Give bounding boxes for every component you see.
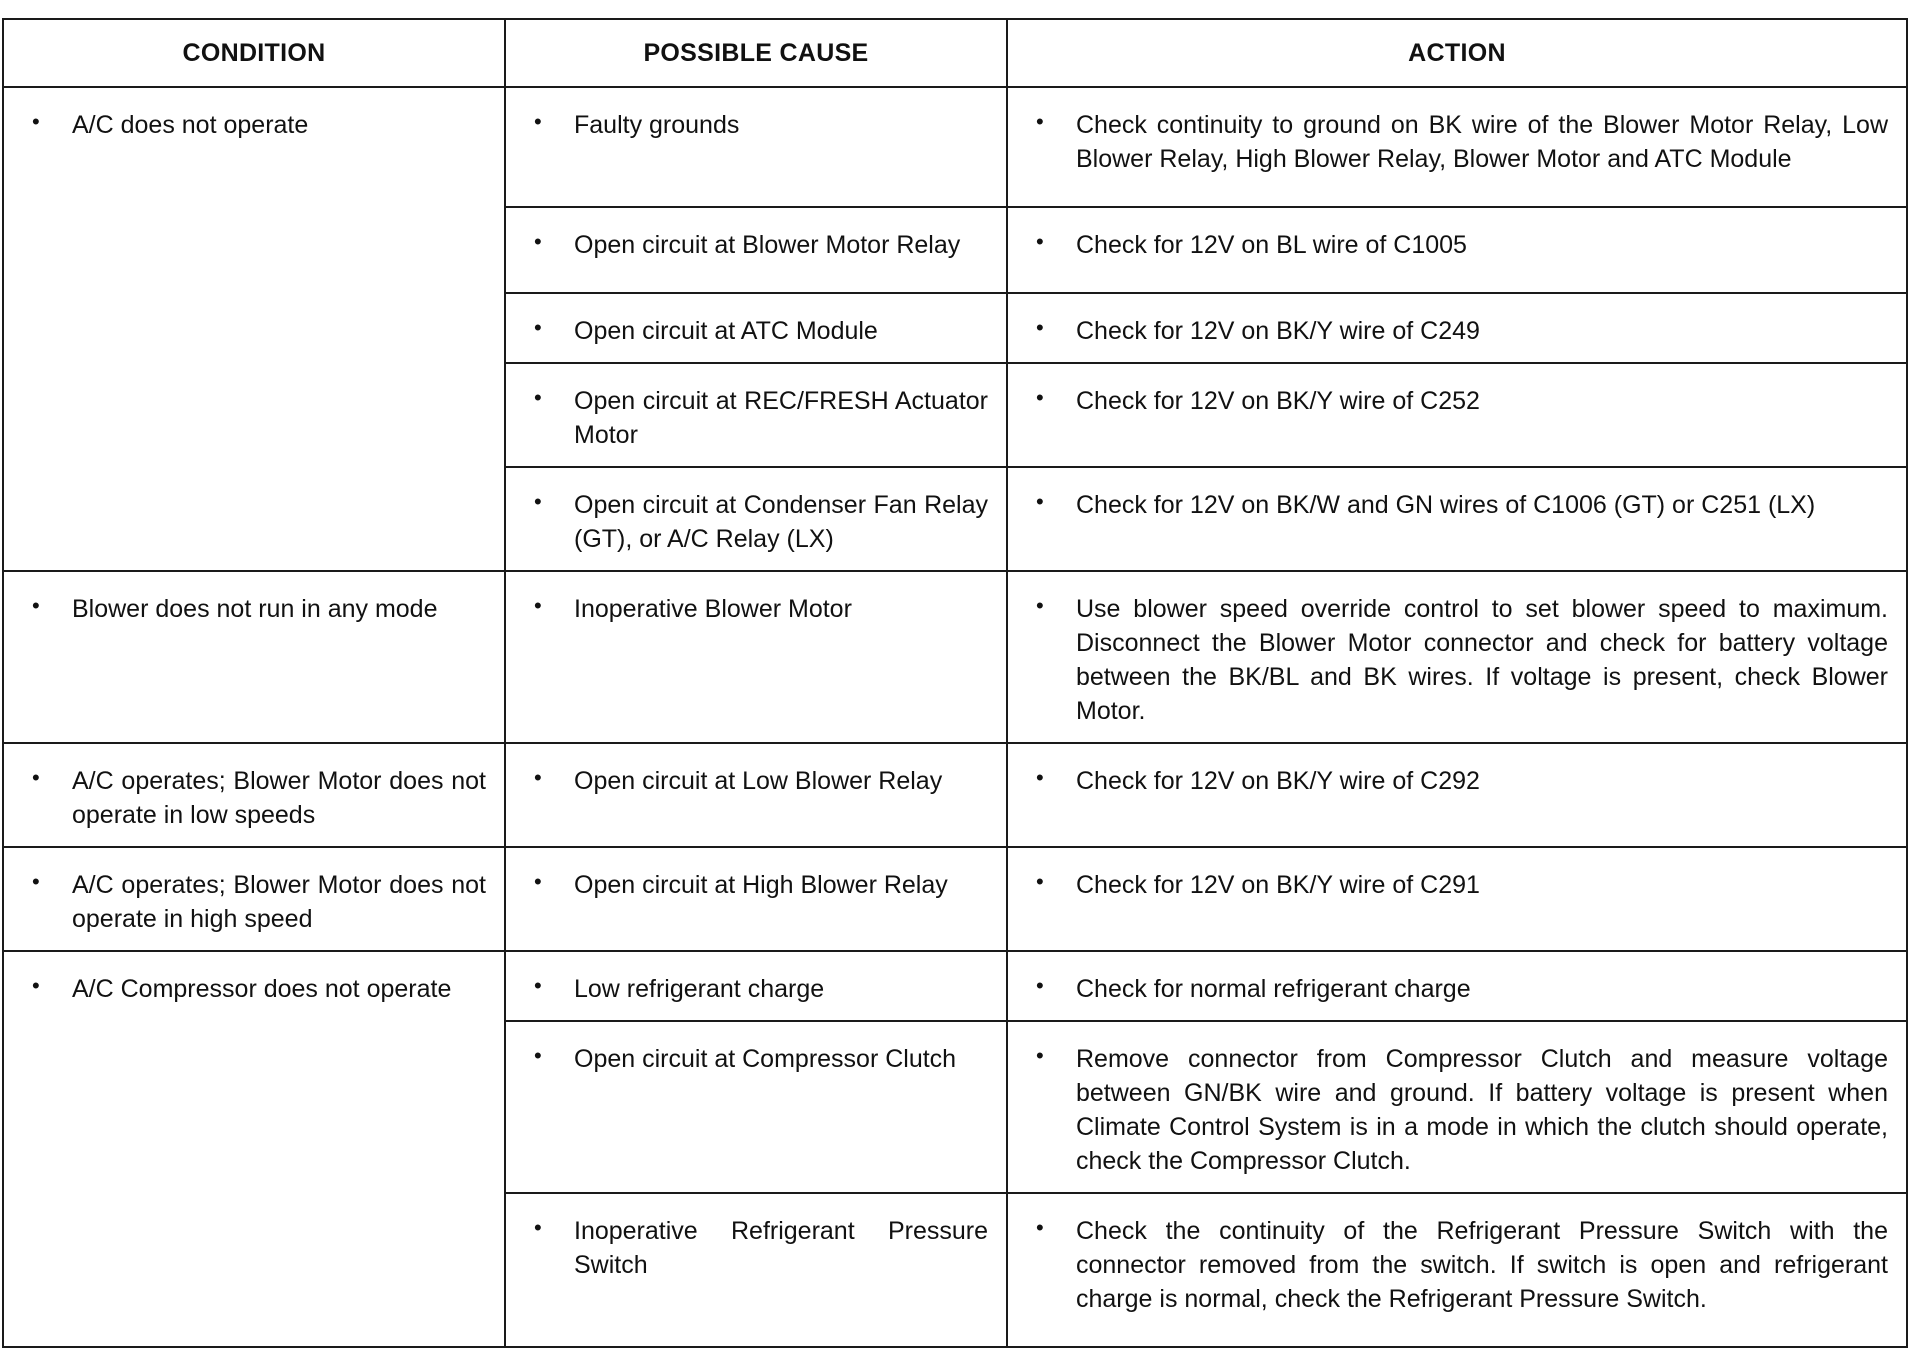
action-cell	[1007, 363, 1907, 467]
cause-text: Open circuit at Compressor Clutch	[574, 1045, 957, 1073]
bullet-icon: •	[1036, 869, 1044, 894]
bullet-icon: •	[534, 765, 542, 790]
bullet-icon: •	[32, 869, 40, 894]
cause-cell	[505, 467, 1007, 571]
action-text: Check continuity to ground on BK wire of the Blower Motor Relay, Low Blower Relay, High Blower Relay, Blower Motor and ATC Module	[1076, 111, 1888, 173]
cause-text: Inoperative Blower Motor	[574, 595, 852, 623]
action-cell	[1007, 743, 1907, 847]
condition-cell	[3, 571, 505, 743]
bullet-icon: •	[534, 869, 542, 894]
cause-text: Inoperative Refrigerant Pressure Switch	[574, 1217, 988, 1279]
bullet-icon: •	[1036, 385, 1044, 410]
bullet-icon: •	[534, 315, 542, 340]
condition-text: A/C operates; Blower Motor does not operate in low speeds	[72, 767, 486, 829]
action-text: Check for 12V on BK/Y wire of C292	[1076, 767, 1480, 795]
table-row	[3, 951, 1907, 1021]
table-row	[3, 847, 1907, 951]
condition-text: Blower does not run in any mode	[72, 595, 438, 623]
bullet-icon: •	[1036, 973, 1044, 998]
action-text: Check for 12V on BL wire of C1005	[1076, 231, 1467, 259]
cause-cell	[505, 363, 1007, 467]
bullet-icon: •	[32, 765, 40, 790]
bullet-icon: •	[1036, 229, 1044, 254]
action-cell	[1007, 571, 1907, 743]
possible-cause-header: POSSIBLE CAUSE	[505, 19, 1007, 87]
cause-cell	[505, 207, 1007, 293]
action-text: Check for 12V on BK/Y wire of C249	[1076, 317, 1480, 345]
cause-cell	[505, 87, 1007, 207]
cause-text: Open circuit at High Blower Relay	[574, 871, 948, 899]
header-row	[3, 19, 1907, 87]
bullet-icon: •	[534, 1043, 542, 1068]
action-cell	[1007, 207, 1907, 293]
bullet-icon: •	[1036, 109, 1044, 134]
condition-cell	[3, 743, 505, 847]
condition-cell	[3, 87, 505, 571]
bullet-icon: •	[1036, 489, 1044, 514]
bullet-icon: •	[1036, 765, 1044, 790]
condition-cell	[3, 951, 505, 1347]
cause-cell	[505, 1193, 1007, 1347]
action-text: Check for 12V on BK/W and GN wires of C1006 (GT) or C251 (LX)	[1076, 491, 1816, 519]
bullet-icon: •	[534, 973, 542, 998]
condition-text: A/C operates; Blower Motor does not operate in high speed	[72, 871, 486, 933]
action-cell	[1007, 467, 1907, 571]
cause-cell	[505, 951, 1007, 1021]
action-text: Remove connector from Compressor Clutch and measure voltage between GN/BK wire and ground. If battery voltage is present when Climate Control System is in a mode in which the clutch should operate, check the Compressor Clutch.	[1076, 1045, 1888, 1175]
bullet-icon: •	[32, 109, 40, 134]
diagnosis-table	[2, 18, 1908, 1348]
bullet-icon: •	[534, 229, 542, 254]
bullet-icon: •	[32, 593, 40, 618]
action-text: Check for 12V on BK/Y wire of C252	[1076, 387, 1480, 415]
troubleshooting-document	[2, 18, 1906, 1348]
cause-text: Open circuit at Condenser Fan Relay (GT), or A/C Relay (LX)	[574, 491, 988, 553]
bullet-icon: •	[32, 973, 40, 998]
bullet-icon: •	[534, 385, 542, 410]
cause-cell	[505, 1021, 1007, 1193]
bullet-icon: •	[534, 1215, 542, 1240]
condition-text: A/C does not operate	[72, 111, 309, 139]
action-cell	[1007, 847, 1907, 951]
cause-text: Open circuit at ATC Module	[574, 317, 878, 345]
bullet-icon: •	[1036, 1043, 1044, 1068]
cause-text: Low refrigerant charge	[574, 975, 825, 1003]
condition-text: A/C Compressor does not operate	[72, 975, 452, 1003]
action-cell	[1007, 293, 1907, 363]
table-row	[3, 87, 1907, 207]
bullet-icon: •	[1036, 315, 1044, 340]
action-cell	[1007, 1021, 1907, 1193]
cause-text: Open circuit at Blower Motor Relay	[574, 231, 961, 259]
table-row	[3, 743, 1907, 847]
bullet-icon: •	[1036, 593, 1044, 618]
action-text: Check for normal refrigerant charge	[1076, 975, 1471, 1003]
condition-header: CONDITION	[3, 19, 505, 87]
bullet-icon: •	[534, 593, 542, 618]
cause-text: Open circuit at REC/FRESH Actuator Motor	[574, 387, 988, 449]
bullet-icon: •	[534, 489, 542, 514]
condition-cell	[3, 847, 505, 951]
action-header: ACTION	[1007, 19, 1907, 87]
action-cell	[1007, 87, 1907, 207]
action-text: Check for 12V on BK/Y wire of C291	[1076, 871, 1480, 899]
action-text: Check the continuity of the Refrigerant Pressure Switch with the connector removed from the switch. If switch is open and refrigerant charge is normal, check the Refrigerant Pressure Switch.	[1076, 1217, 1888, 1313]
table-row	[3, 571, 1907, 743]
cause-text: Open circuit at Low Blower Relay	[574, 767, 943, 795]
cause-cell	[505, 847, 1007, 951]
cause-cell	[505, 571, 1007, 743]
cause-text: Faulty grounds	[574, 111, 740, 139]
cause-cell	[505, 743, 1007, 847]
action-cell	[1007, 951, 1907, 1021]
action-text: Use blower speed override control to set blower speed to maximum. Disconnect the Blower Motor connector and check for battery voltage between the BK/BL and BK wires. If voltage is present, check Blower Motor.	[1076, 595, 1888, 725]
bullet-icon: •	[1036, 1215, 1044, 1240]
action-cell	[1007, 1193, 1907, 1347]
cause-cell	[505, 293, 1007, 363]
bullet-icon: •	[534, 109, 542, 134]
